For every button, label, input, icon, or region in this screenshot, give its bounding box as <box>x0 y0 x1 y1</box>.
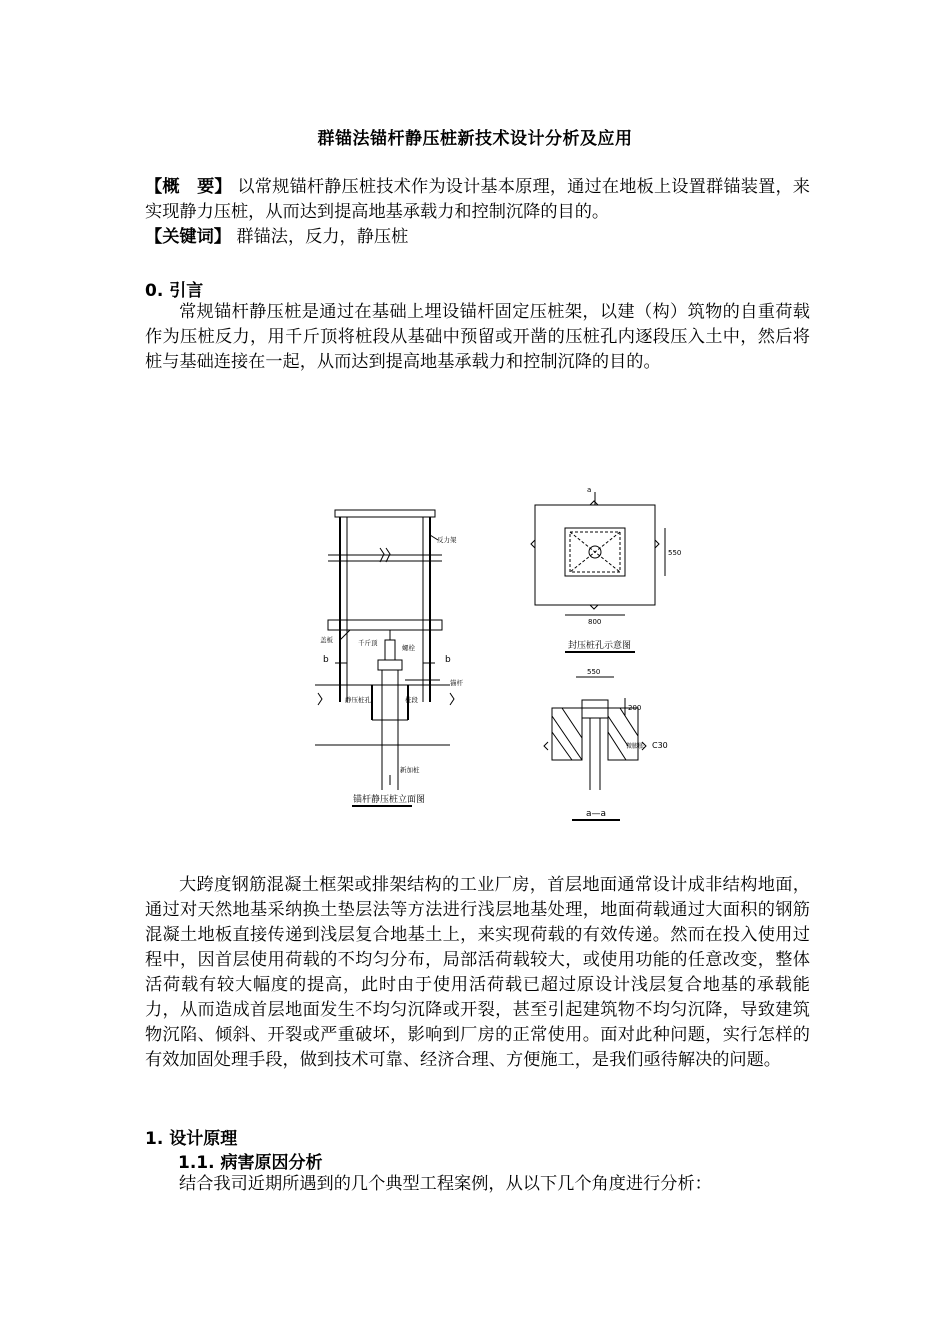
section-mark-left: b <box>323 655 329 665</box>
document-title: 群锚法锚杆静压桩新技术设计分析及应用 <box>317 129 633 149</box>
label-new-pile: 新加桩 <box>400 766 420 774</box>
engineering-figure <box>290 480 690 825</box>
section-figure-caption: a—a <box>586 809 607 819</box>
section-concrete: C30 <box>652 741 668 750</box>
label-reaction-frame: 反力架 <box>437 536 457 544</box>
section-0-paragraph: 常规锚杆静压桩是通过在基础上埋设锚杆固定压桩架，以建（构）筑物的自重荷载作为压桩反力，用千斤顶将桩段从基础中预留或开凿的压桩孔内逐段压入土中，然后将桩与基础连接在一起，从而达到提高地基承载力和控制沉降的目的。 <box>145 302 810 372</box>
keywords-label: 【关键词】 <box>145 227 231 247</box>
plan-outline <box>535 505 655 605</box>
left-figure-caption: 锚杆静压桩立面图 <box>353 795 426 805</box>
keywords <box>145 225 810 250</box>
plan-mark: a <box>587 486 592 494</box>
jack <box>385 640 395 660</box>
plan-width-dim: 800 <box>588 618 602 626</box>
paragraph-2: 大跨度钢筋混凝土框架或排架结构的工业厂房，首层地面通常设计成非结构地面，通过对天然地基采纳换土垫层法等方法进行浅层地基处理，地面荷载通过大面积的钢筋混凝土地板直接传递到浅层复合地基土上，来实现荷载的有效传递。然而在投入使用过程中，因首层使用荷载的不均匀分布，局部活荷载较大，或使用功能的任意改变，整体活荷载有较大幅度的提高，此时由于使用活荷载已超过原设计浅层复合地基的承载能力，从而造成首层地面发生不均匀沉降或开裂，甚至引起建筑物不均匀沉降，导致建筑物沉陷、倾斜、开裂或严重破坏，影响到厂房的正常使用。面对此种问题，实行怎样的有效加固处理手段，做到技术可靠、经济合理、方便施工，是我们亟待解决的问题。 <box>145 875 810 1070</box>
abstract-label: 【概 要】 <box>145 177 232 197</box>
label-anchor: 锚杆 <box>450 679 463 687</box>
section-1-heading: 1. 设计原理 <box>145 1129 238 1149</box>
section-mark-right: b <box>445 655 451 665</box>
abstract <box>145 175 810 225</box>
section-width-dim: 550 <box>587 668 601 676</box>
top-beam <box>335 510 435 517</box>
plan-height-dim: 550 <box>668 549 682 557</box>
section-right-block <box>608 708 638 760</box>
section-0-heading: 0. 引言 <box>145 281 204 301</box>
label-pile-hole: 静压桩孔 <box>345 696 371 704</box>
label-bolt: 螺栓 <box>402 644 415 652</box>
section-1-1-heading: 1.1. 病害原因分析 <box>178 1153 323 1173</box>
label-jack: 千斤顶 <box>358 639 378 647</box>
abstract-text: 以常规锚杆静压桩技术作为设计基本原理，通过在地板上设置群锚装置，来实现静力压桩，从而达到提高地基承载力和控制沉降的目的。 <box>145 177 810 222</box>
section-depth-dim: 200 <box>628 704 642 712</box>
keywords-text: 群锚法，反力，静压桩 <box>236 227 409 247</box>
section-label: 微膨胀 <box>626 743 645 750</box>
label-pile-section: 桩段 <box>405 696 418 704</box>
label-cap: 盖板 <box>320 636 333 644</box>
section-1-1-paragraph: 结合我司近期所遇到的几个典型工程案例，从以下几个角度进行分析： <box>179 1174 712 1194</box>
plan-figure-caption: 封压桩孔示意图 <box>568 641 632 651</box>
cross-beam <box>328 620 442 630</box>
